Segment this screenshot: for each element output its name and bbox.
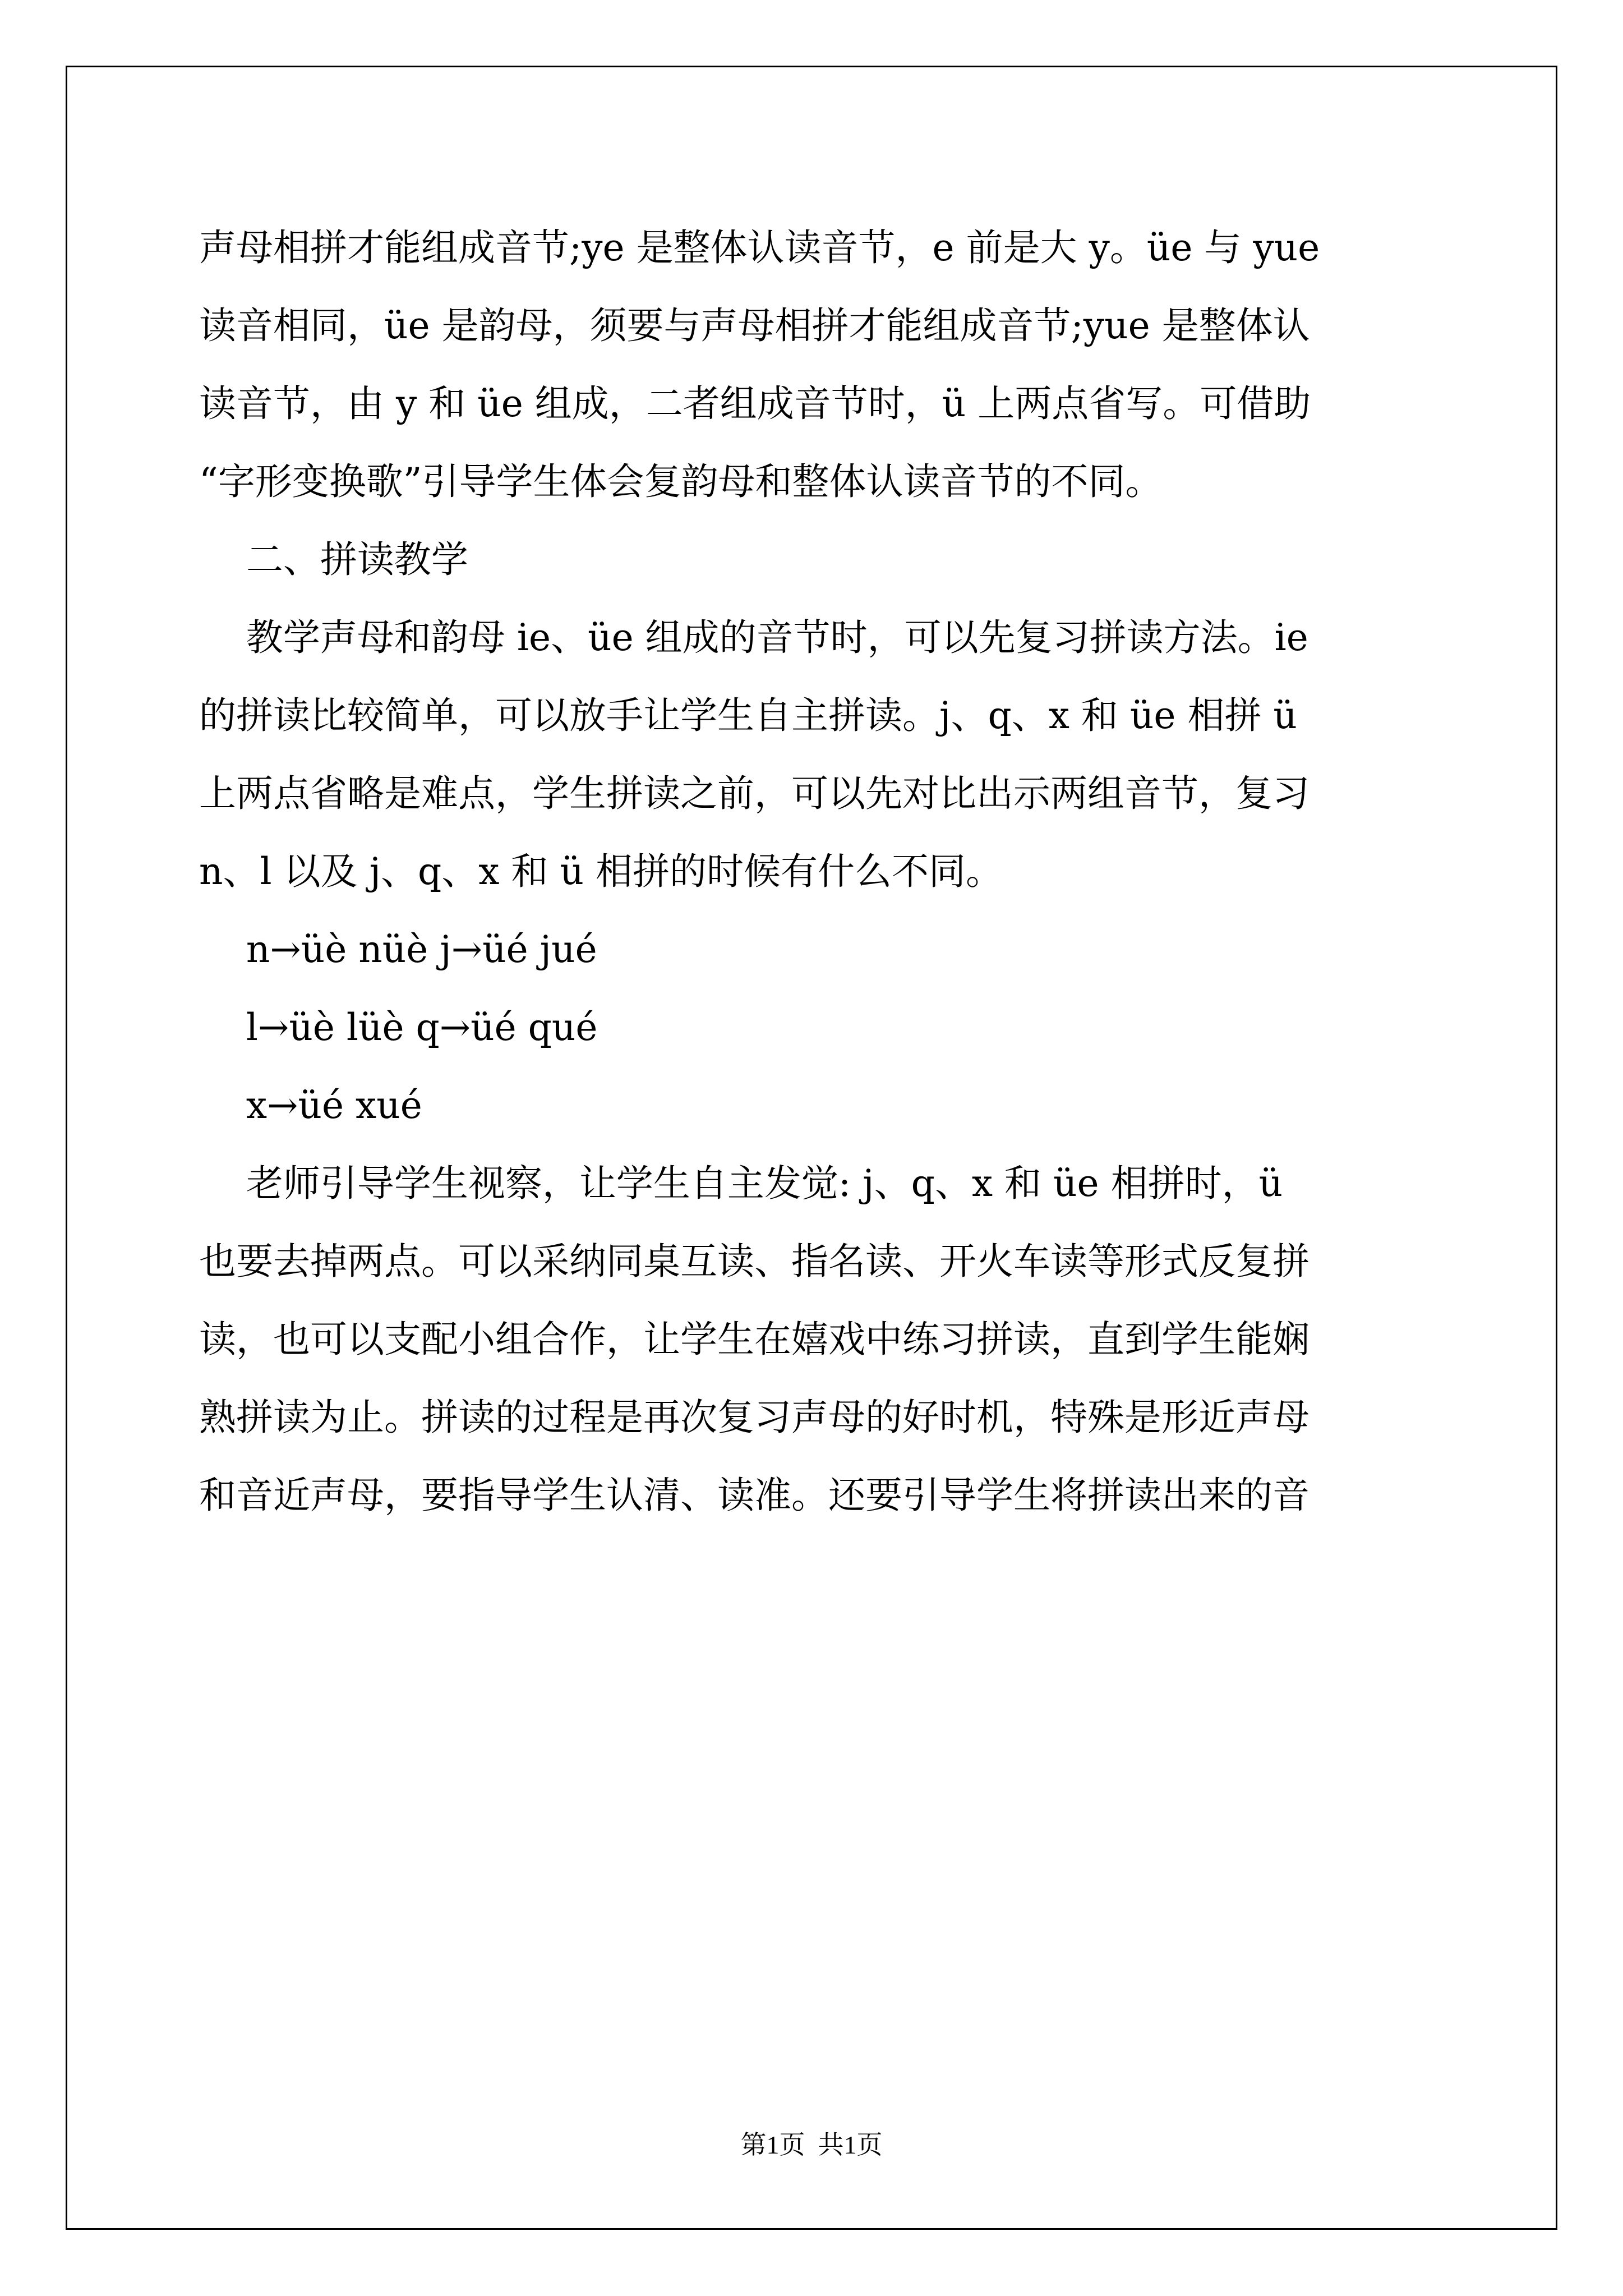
- text-line: 熟拼读为止。拼读的过程是再次复习声母的好时机，特殊是形近声母: [199, 1396, 1310, 1439]
- text-line: 上两点省略是难点，学生拼读之前，可以先对比出示两组音节，复习: [199, 772, 1310, 815]
- text-line: 读，也可以支配小组合作，让学生在嬉戏中练习拼读，直到学生能娴: [199, 1318, 1310, 1361]
- text-line: 的拼读比较简单，可以放手让学生自主拼读。j、q、x 和 üe 相拼 ü: [199, 694, 1297, 737]
- text-line: 老师引导学生视察，让学生自主发觉: j、q、x 和 üe 相拼时，ü: [199, 1162, 1283, 1205]
- text-line: 读音节，由 y 和 üe 组成，二者组成音节时，ü 上两点省写。可借助: [199, 382, 1311, 425]
- pinyin-example-line: x→üé xué: [199, 1084, 422, 1127]
- text-line: 和音近声母，要指导学生认清、读准。还要引导学生将拼读出来的音: [199, 1474, 1310, 1517]
- document-body: [199, 0, 1430, 1517]
- text-line: 教学声母和韵母 ie、üe 组成的音节时，可以先复习拼读方法。ie: [199, 616, 1308, 659]
- text-line: “字形变换歌”引导学生体会复韵母和整体认读音节的不同。: [199, 460, 1163, 503]
- text-line: 读音相同，üe 是韵母，须要与声母相拼才能组成音节;yue 是整体认: [199, 304, 1310, 347]
- text-line: 也要去掉两点。可以采纳同桌互读、指名读、开火车读等形式反复拼: [199, 1240, 1310, 1283]
- text-line: n、l 以及 j、q、x 和 ü 相拼的时候有什么不同。: [199, 850, 1003, 893]
- pinyin-example-line: n→üè nüè j→üé jué: [199, 928, 597, 971]
- text-line: 声母相拼才能组成音节;ye 是整体认读音节，e 前是大 y。üe 与 yue: [199, 226, 1320, 269]
- section-heading: 二、拼读教学: [199, 538, 468, 581]
- pinyin-example-line: l→üè lüè q→üé qué: [199, 1006, 598, 1049]
- page-footer: 第1页 共1页: [740, 2131, 883, 2159]
